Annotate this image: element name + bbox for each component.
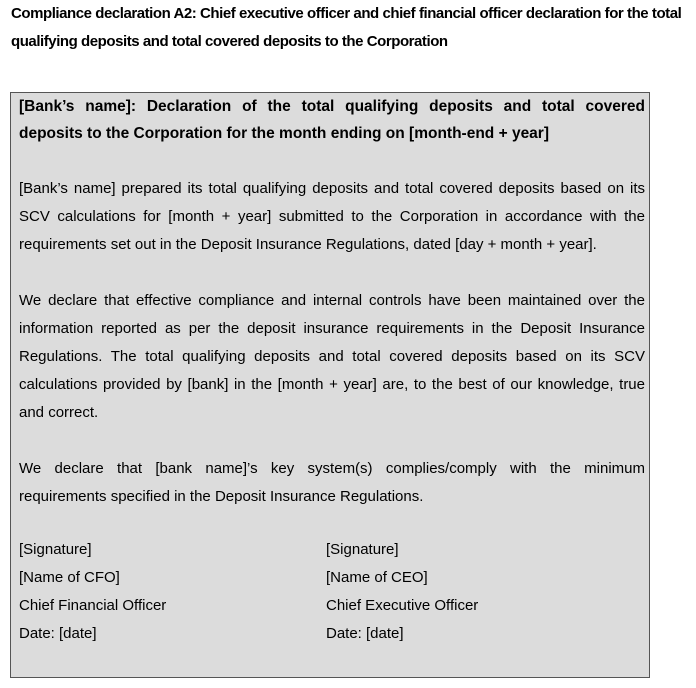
declaration-box xyxy=(10,92,650,678)
cfo-date: Date: [date] xyxy=(19,625,97,642)
cfo-signature-column xyxy=(19,536,166,648)
key-systems-paragraph: We declare that [bank name]’s key system(s) complies/comply with the minimum requirements specified in the Deposit Insurance Regulations. xyxy=(19,460,645,505)
declaration-title: [Bank’s name]: Declaration of the total qualifying deposits and total covered deposits to the Corporation for the month ending on [month-end + year] xyxy=(19,98,645,142)
declaration-content xyxy=(19,93,645,511)
preparation-paragraph: [Bank’s name] prepared its total qualifying deposits and total covered deposits based on its SCV calculations for [month + year] submitted to the Corporation in accordance with the requirements set out in the Deposit Insurance Regulations, dated [day + month + year]. xyxy=(19,180,645,253)
ceo-signature: [Signature] xyxy=(326,541,399,558)
internal-controls-paragraph: We declare that effective compliance and internal controls have been maintained over the information reported as per the deposit insurance requirements in the Deposit Insurance Regulations. The total qualifying deposits and total covered deposits based on its SCV calculations provided by [bank] in the [month + year] are, to the best of our knowledge, true and correct. xyxy=(19,292,645,421)
cfo-title: Chief Financial Officer xyxy=(19,597,167,614)
ceo-name: [Name of CEO] xyxy=(326,569,428,586)
cfo-name: [Name of CFO] xyxy=(19,569,120,586)
ceo-date: Date: [date] xyxy=(326,625,404,642)
cfo-signature: [Signature] xyxy=(19,541,92,558)
document-heading: Compliance declaration A2: Chief executive officer and chief financial officer declaration for the total qualifying deposits and total covered deposits to the Corporation xyxy=(11,5,682,50)
ceo-title: Chief Executive Officer xyxy=(326,597,479,614)
ceo-signature-column xyxy=(326,536,478,648)
